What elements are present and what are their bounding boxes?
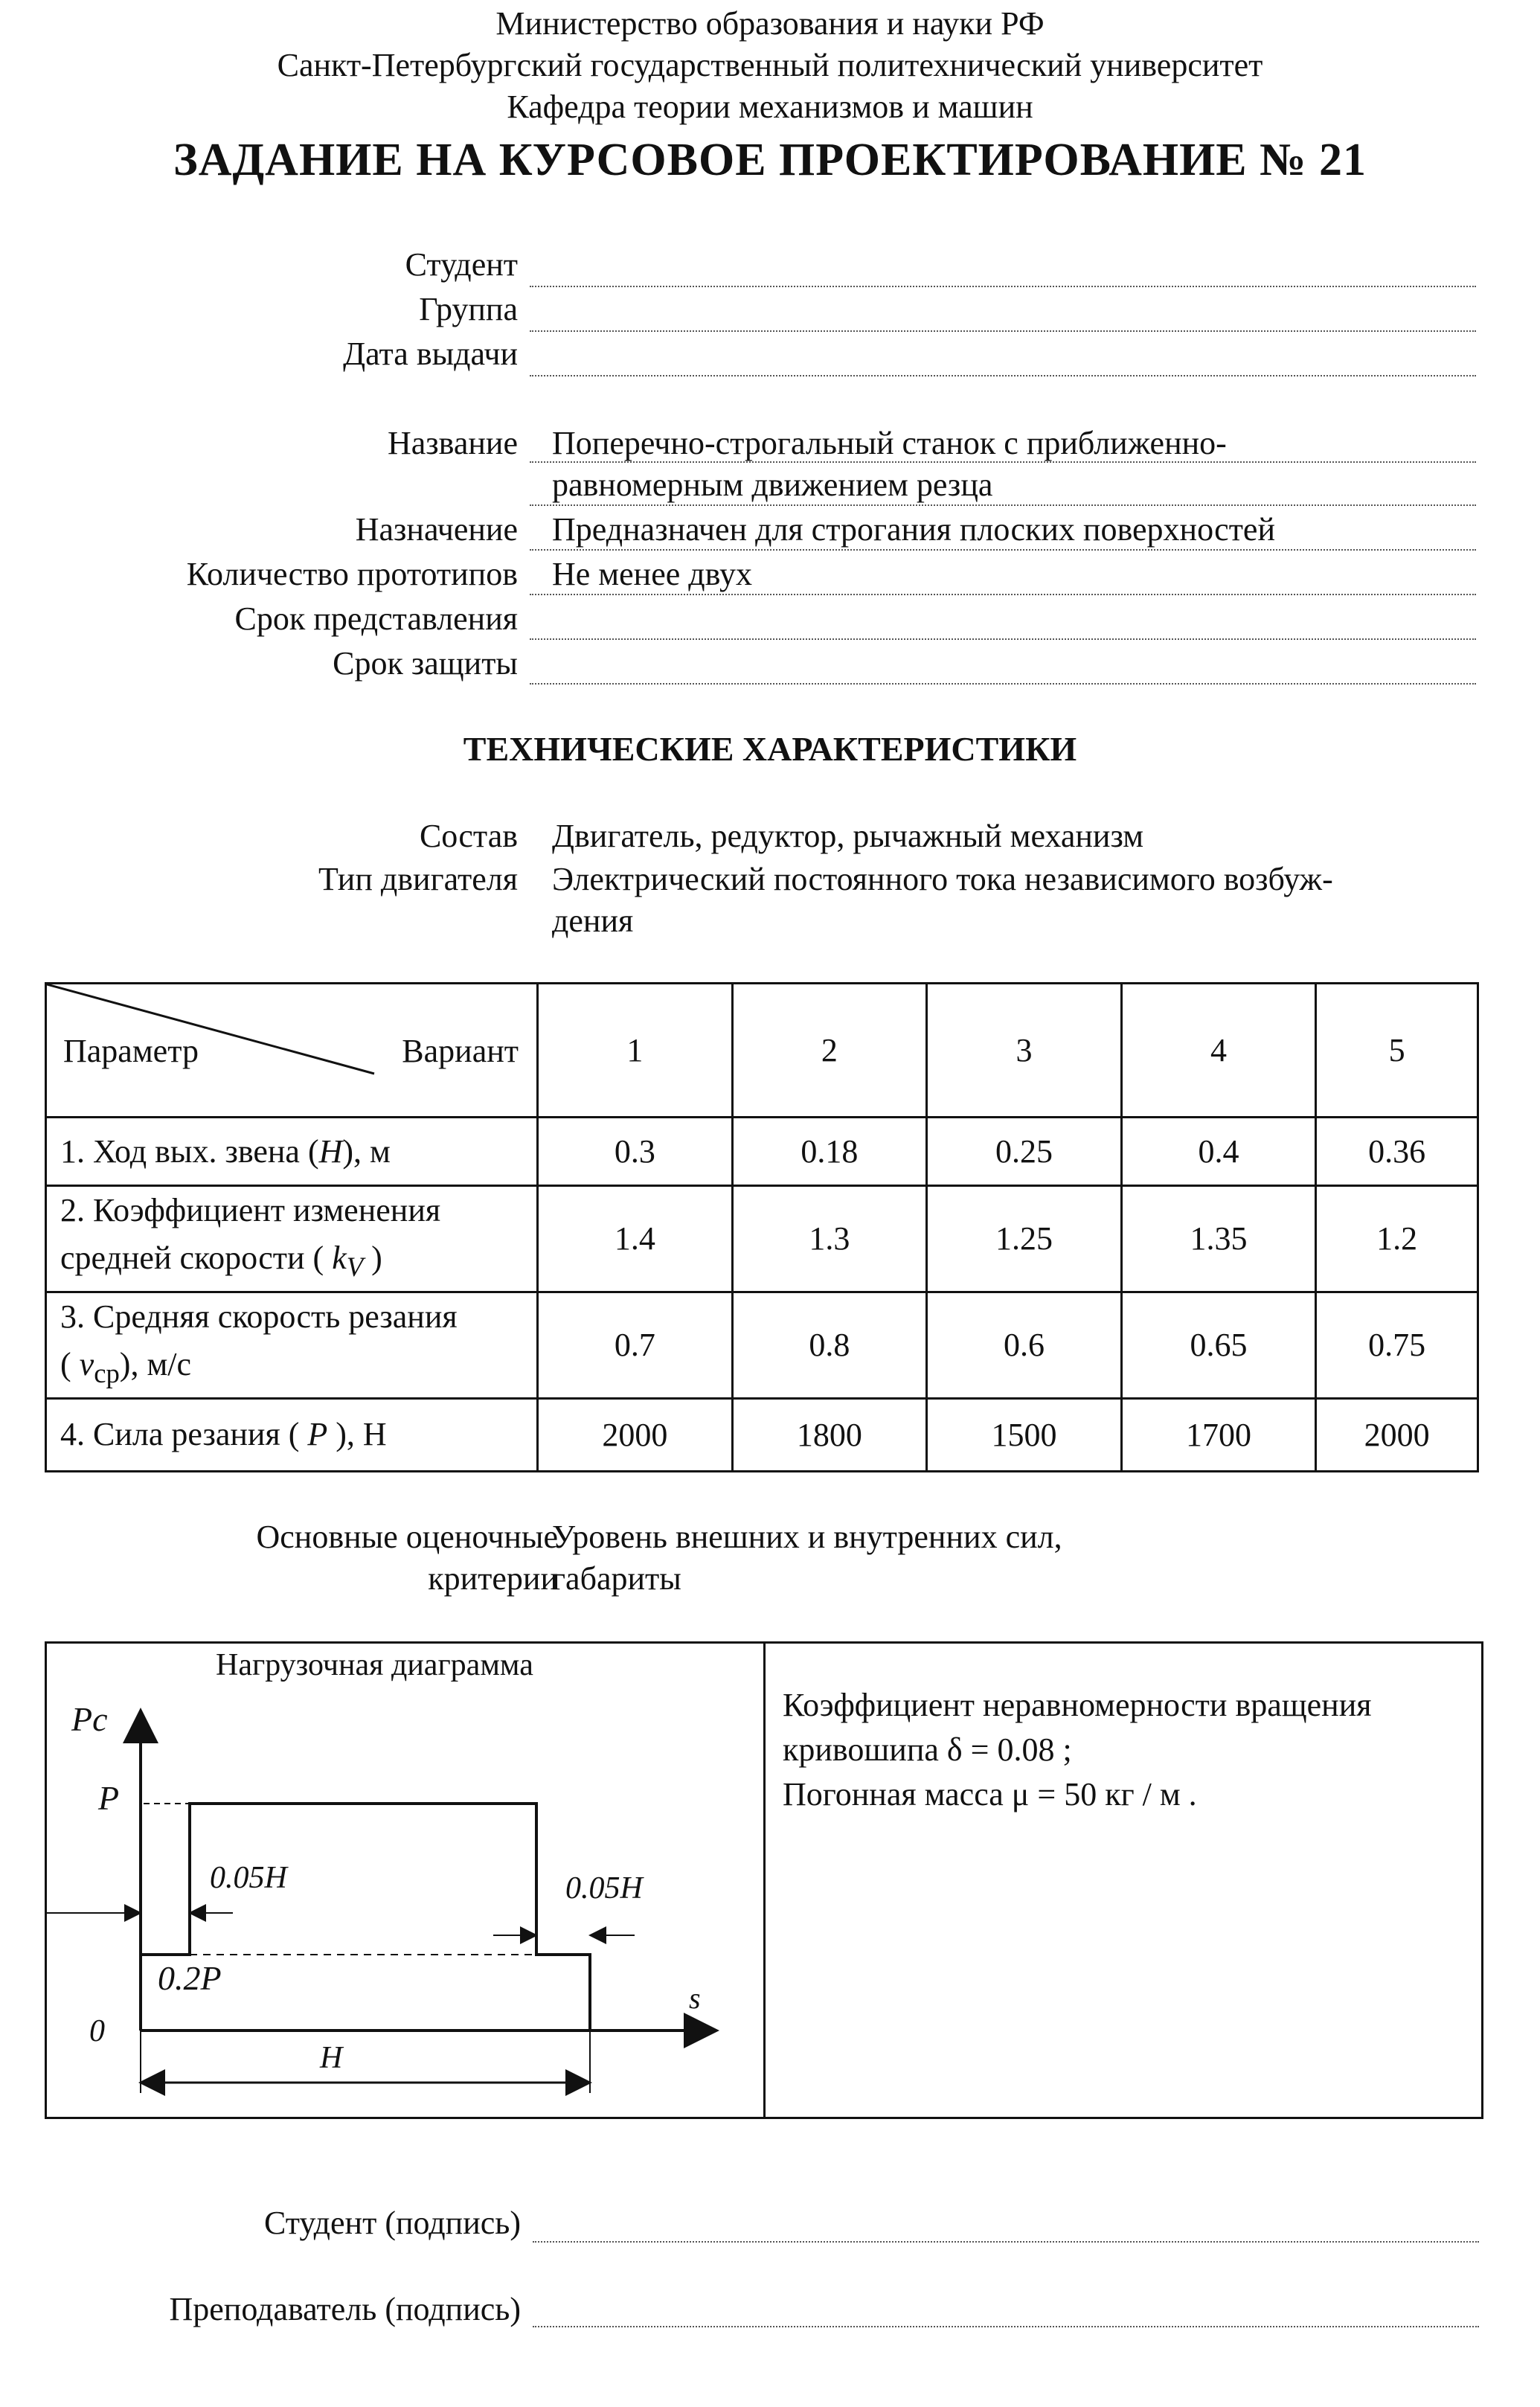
variant-1-header: 1: [538, 984, 733, 1118]
composition-value: Двигатель, редуктор, рычажный механизм: [552, 818, 1144, 854]
note-line2: кривошипа δ = 0.08 ;: [783, 1731, 1072, 1768]
prototypes-rule: [530, 594, 1476, 595]
table-cell: 1800: [732, 1398, 927, 1471]
table-cell: 0.6: [927, 1292, 1122, 1398]
02p-level-label: 0.2P: [158, 1959, 222, 1997]
table-header-row: [46, 984, 1478, 1118]
name-value-line1: Поперечно-строгальный станок с приближенно-: [552, 425, 1227, 461]
page-title: ЗАДАНИЕ НА КУРСОВОЕ ПРОЕКТИРОВАНИЕ № 21: [173, 135, 1367, 185]
left-offset-label: 0.05H: [210, 1861, 287, 1895]
name-line2-rule: [530, 504, 1476, 506]
y-axis-label: Pс: [71, 1700, 108, 1738]
purpose-label: Назначение: [355, 511, 518, 548]
table-cell: 0.25: [927, 1118, 1122, 1186]
corner-header-cell: [46, 984, 538, 1118]
table-cell: 0.18: [732, 1118, 927, 1186]
prototypes-value: Не менее двух: [552, 556, 752, 592]
teacher-signature-field[interactable]: [533, 2326, 1479, 2327]
purpose-value: Предназначен для строгания плоских поверхностей: [552, 511, 1275, 548]
table-row: [46, 1186, 1478, 1292]
parameters-table: [45, 982, 1479, 1472]
origin-label: 0: [89, 2014, 105, 2048]
table-cell: 0.4: [1121, 1118, 1316, 1186]
table-cell: 0.8: [732, 1292, 927, 1398]
x-axis-label: s: [689, 1981, 701, 2015]
tech-heading: ТЕХНИЧЕСКИЕ ХАРАКТЕРИСТИКИ: [463, 730, 1077, 768]
table-cell: 0.3: [538, 1118, 733, 1186]
table-cell: 2000: [538, 1398, 733, 1471]
criteria-value-line2: габариты: [552, 1560, 681, 1597]
load-diagram: [47, 1644, 761, 2112]
variant-4-header: 4: [1121, 984, 1316, 1118]
variant-5-header: 5: [1316, 984, 1478, 1118]
deadline-label: Срок представления: [234, 600, 518, 637]
table-cell: 0.36: [1316, 1118, 1478, 1186]
variant-header: Вариант: [402, 1033, 519, 1069]
purpose-rule: [530, 549, 1476, 551]
student-signature-label: Студент (подпись): [264, 2205, 521, 2241]
param-name: 4. Сила резания ( P ), Н: [46, 1398, 538, 1471]
engine-value-line1: Электрический постоянного тока независимого возбуж-: [552, 861, 1333, 897]
table-row: [46, 1292, 1478, 1398]
note-line3: Погонная масса μ = 50 кг / м .: [783, 1776, 1197, 1813]
table-cell: 1.4: [538, 1186, 733, 1292]
issue-date-label: Дата выдачи: [343, 336, 518, 372]
param-name: 3. Средняя скорость резания ( $v_{ср}$), м/с: [46, 1292, 538, 1398]
composition-label: Состав: [419, 818, 518, 854]
student-signature-field[interactable]: [533, 2241, 1479, 2243]
issue-date-field[interactable]: [530, 375, 1476, 376]
prototypes-label: Количество прототипов: [186, 556, 518, 592]
box-divider: [763, 1641, 766, 2117]
table-cell: 2000: [1316, 1398, 1478, 1471]
table-row: [46, 1398, 1478, 1471]
right-offset-label: 0.05H: [565, 1871, 643, 1906]
param-name: 2. Коэффициент изменения средней скорости ( $k_V$ ): [46, 1186, 538, 1292]
table-cell: 1.35: [1121, 1186, 1316, 1292]
variant-2-header: 2: [732, 984, 927, 1118]
defense-label: Срок защиты: [333, 645, 518, 682]
university-header: Санкт-Петербургский государственный политехнический университет: [277, 47, 1263, 83]
criteria-label-line2: критерии: [428, 1560, 558, 1597]
param-header: Параметр: [63, 1033, 199, 1069]
criteria-value-line1: Уровень внешних и внутренних сил,: [552, 1519, 1062, 1555]
table-cell: 1500: [927, 1398, 1122, 1471]
teacher-signature-label: Преподаватель (подпись): [169, 2291, 521, 2327]
student-field[interactable]: [530, 286, 1476, 287]
group-field[interactable]: [530, 330, 1476, 332]
table-cell: 0.65: [1121, 1292, 1316, 1398]
deadline-field[interactable]: [530, 638, 1476, 640]
param-name: 1. Ход вых. звена (H), м: [46, 1118, 538, 1186]
table-row: [46, 1118, 1478, 1186]
department-header: Кафедра теории механизмов и машин: [507, 89, 1033, 125]
engine-value-line2: дения: [552, 903, 634, 939]
student-label: Студент: [405, 246, 518, 283]
criteria-label-line1: Основные оценочные: [256, 1519, 558, 1555]
ministry-header: Министерство образования и науки РФ: [495, 5, 1045, 42]
variant-3-header: 3: [927, 984, 1122, 1118]
name-label: Название: [387, 425, 518, 461]
p-level-label: P: [98, 1779, 120, 1817]
diagram-title: Нагрузочная диаграмма: [216, 1648, 533, 1682]
table-cell: 0.7: [538, 1292, 733, 1398]
defense-field[interactable]: [530, 683, 1476, 685]
name-value-line2: равномерным движением резца: [552, 467, 993, 503]
engine-label: Тип двигателя: [318, 861, 518, 897]
group-label: Группа: [419, 291, 518, 327]
table-cell: 1700: [1121, 1398, 1316, 1471]
table-cell: 1.2: [1316, 1186, 1478, 1292]
note-line1: Коэффициент неравномерности вращения: [783, 1687, 1372, 1723]
table-cell: 0.75: [1316, 1292, 1478, 1398]
stroke-label: H: [320, 2041, 343, 2075]
table-cell: 1.25: [927, 1186, 1122, 1292]
name-line1-rule: [530, 461, 1476, 463]
table-cell: 1.3: [732, 1186, 927, 1292]
